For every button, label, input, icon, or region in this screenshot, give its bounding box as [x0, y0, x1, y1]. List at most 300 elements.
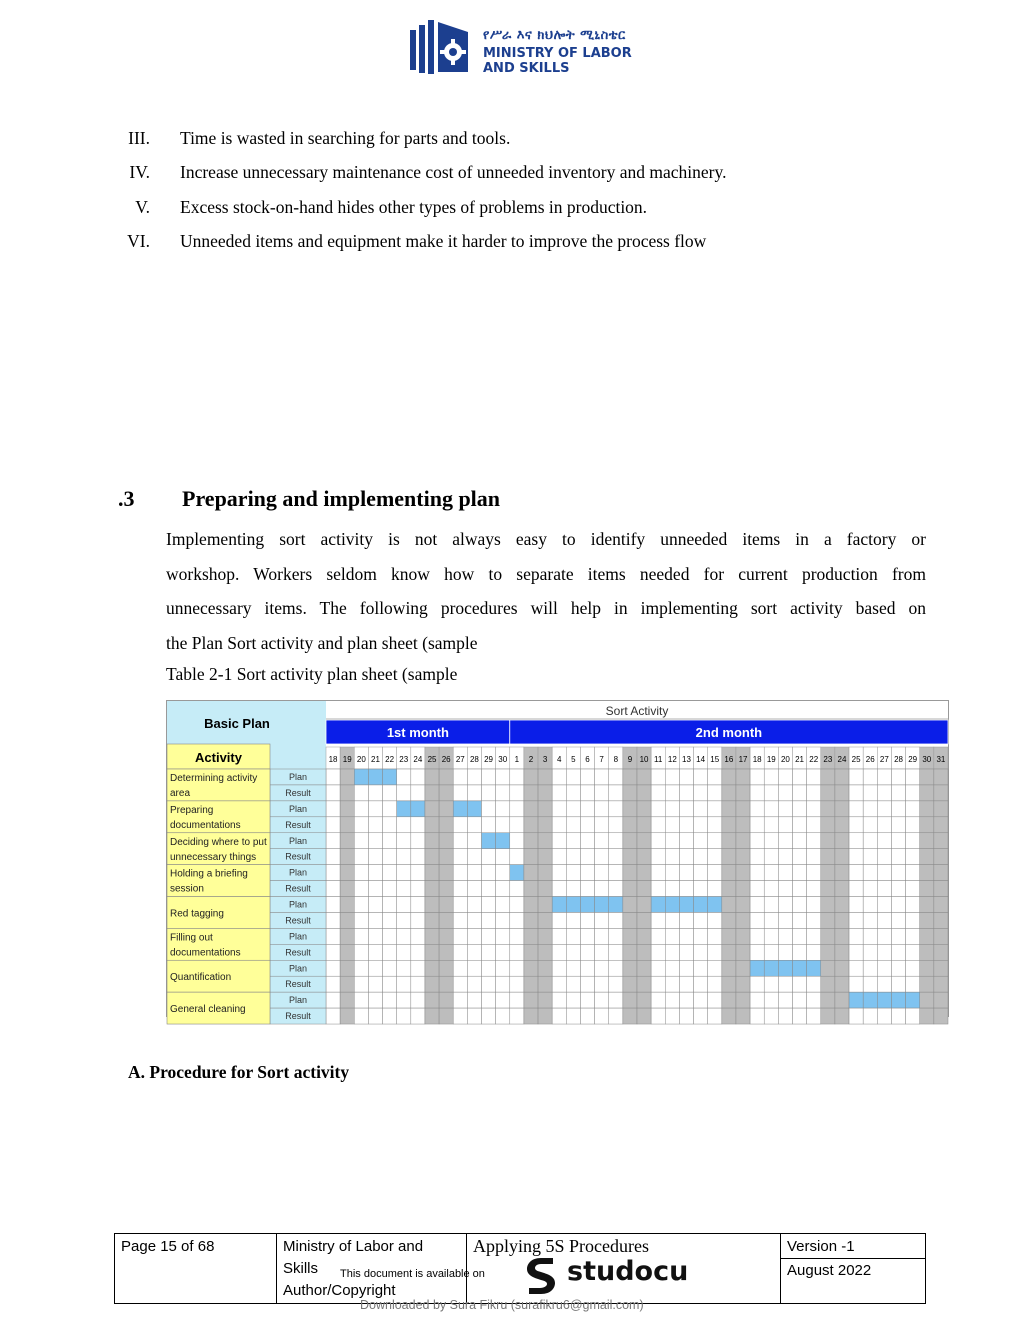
grid-cell [906, 912, 920, 928]
grid-cell [722, 849, 736, 865]
grid-cell [496, 928, 510, 944]
grid-cell [340, 833, 354, 849]
grid-cell [340, 928, 354, 944]
row-type-label: Result [285, 947, 311, 958]
grid-cell [595, 881, 609, 897]
day-label: 25 [851, 755, 861, 764]
grid-cell [708, 944, 722, 960]
grid-cell [750, 944, 764, 960]
grid-cell [552, 897, 566, 913]
grid-cell [708, 769, 722, 785]
grid-cell [665, 801, 679, 817]
grid-cell [368, 817, 382, 833]
grid-cell [835, 769, 849, 785]
grid-cell [538, 849, 552, 865]
grid-cell [821, 992, 835, 1008]
grid-cell [425, 833, 439, 849]
grid-cell [609, 881, 623, 897]
grid-cell [623, 992, 637, 1008]
grid-cell [637, 1008, 651, 1024]
grid-cell [750, 912, 764, 928]
grid-cell [425, 785, 439, 801]
grid-cell [849, 801, 863, 817]
grid-cell [510, 817, 524, 833]
grid-cell [496, 817, 510, 833]
grid-cell [340, 817, 354, 833]
grid-cell [778, 992, 792, 1008]
grid-cell [411, 833, 425, 849]
grid-cell [510, 912, 524, 928]
grid-cell [637, 897, 651, 913]
paragraph-line: unnecessary items. The following procedures will help in implementing sort activity based on [166, 598, 926, 618]
grid-cell [609, 992, 623, 1008]
grid-cell [920, 769, 934, 785]
grid-cell [835, 801, 849, 817]
grid-cell [609, 849, 623, 865]
grid-cell [877, 944, 891, 960]
grid-cell [835, 976, 849, 992]
grid-cell [397, 865, 411, 881]
grid-cell [750, 881, 764, 897]
grid-cell [411, 865, 425, 881]
grid-cell [326, 849, 340, 865]
grid-cell [368, 785, 382, 801]
grid-cell [411, 944, 425, 960]
grid-cell [934, 865, 948, 881]
grid-cell [439, 849, 453, 865]
grid-cell [708, 881, 722, 897]
grid-cell [595, 992, 609, 1008]
grid-cell [496, 785, 510, 801]
grid-cell [920, 817, 934, 833]
grid-cell [821, 801, 835, 817]
day-label: 14 [696, 755, 706, 764]
grid-cell [694, 769, 708, 785]
grid-cell [920, 976, 934, 992]
grid-cell [580, 817, 594, 833]
grid-cell [637, 992, 651, 1008]
day-label: 18 [752, 755, 762, 764]
grid-cell [906, 928, 920, 944]
grid-cell [482, 928, 496, 944]
grid-cell [863, 912, 877, 928]
grid-cell [793, 897, 807, 913]
grid-cell [665, 817, 679, 833]
grid-cell [496, 833, 510, 849]
grid-cell [722, 817, 736, 833]
grid-cell [566, 881, 580, 897]
grid-cell [383, 769, 397, 785]
grid-cell [354, 897, 368, 913]
grid-cell [764, 992, 778, 1008]
grid-cell [793, 865, 807, 881]
grid-cell [326, 992, 340, 1008]
grid-cell [482, 1008, 496, 1024]
grid-cell [623, 769, 637, 785]
logo-line-2: AND SKILLS [483, 61, 570, 76]
day-label: 3 [542, 755, 548, 764]
grid-cell [368, 1008, 382, 1024]
grid-cell [368, 928, 382, 944]
grid-cell [764, 976, 778, 992]
day-label: 7 [599, 755, 604, 764]
grid-cell [793, 833, 807, 849]
grid-cell [510, 928, 524, 944]
grid-cell [807, 801, 821, 817]
document-title: Applying 5S Procedures [473, 1236, 649, 1256]
grid-cell [623, 865, 637, 881]
grid-cell [425, 912, 439, 928]
grid-cell [453, 817, 467, 833]
grid-cell [411, 769, 425, 785]
day-label: 19 [766, 755, 776, 764]
grid-cell [637, 817, 651, 833]
grid-cell [609, 817, 623, 833]
grid-cell [467, 881, 481, 897]
grid-cell [623, 897, 637, 913]
grid-cell [354, 912, 368, 928]
day-label: 19 [342, 755, 352, 764]
grid-cell [694, 928, 708, 944]
grid-cell [665, 865, 679, 881]
grid-cell [453, 960, 467, 976]
grid-cell [354, 944, 368, 960]
grid-cell [637, 960, 651, 976]
grid-cell [877, 769, 891, 785]
grid-cell [665, 944, 679, 960]
grid-cell [566, 849, 580, 865]
grid-cell [326, 960, 340, 976]
activity-name: documentations [170, 947, 241, 959]
grid-cell [736, 849, 750, 865]
grid-cell [566, 897, 580, 913]
grid-cell [524, 944, 538, 960]
row-type-label: Result [285, 883, 311, 894]
grid-cell [425, 865, 439, 881]
grid-cell [877, 865, 891, 881]
grid-cell [453, 928, 467, 944]
grid-cell [934, 912, 948, 928]
page-number: Page 15 of 68 [121, 1238, 215, 1255]
grid-cell [891, 801, 905, 817]
paragraph-line: Implementing sort activity is not always easy to identify unneeded items in a factory or [166, 529, 926, 549]
grid-cell [679, 897, 693, 913]
grid-cell [453, 912, 467, 928]
grid-cell [793, 944, 807, 960]
grid-cell [906, 976, 920, 992]
day-label: 24 [413, 755, 423, 764]
grid-cell [694, 1008, 708, 1024]
studocu-brand: studocu [567, 1256, 689, 1287]
row-type-label: Result [285, 787, 311, 798]
grid-cell [793, 769, 807, 785]
day-label: 25 [427, 755, 437, 764]
grid-cell [934, 992, 948, 1008]
grid-cell [397, 881, 411, 897]
grid-cell [863, 944, 877, 960]
grid-cell [891, 992, 905, 1008]
grid-cell [482, 865, 496, 881]
grid-cell [665, 1008, 679, 1024]
grid-cell [906, 960, 920, 976]
grid-cell [665, 785, 679, 801]
grid-cell [807, 769, 821, 785]
grid-cell [764, 944, 778, 960]
grid-cell [934, 833, 948, 849]
grid-cell [354, 801, 368, 817]
grid-cell [580, 785, 594, 801]
row-type-label: Plan [288, 963, 308, 974]
grid-cell [552, 944, 566, 960]
grid-cell [807, 833, 821, 849]
grid-cell [439, 865, 453, 881]
grid-cell [877, 912, 891, 928]
grid-cell [425, 1008, 439, 1024]
grid-cell [679, 833, 693, 849]
day-label: 11 [654, 755, 663, 764]
grid-cell [694, 785, 708, 801]
grid-cell [750, 833, 764, 849]
grid-cell [496, 801, 510, 817]
grid-cell [538, 817, 552, 833]
list-text: Excess stock-on-hand hides other types of problems in production. [180, 197, 648, 217]
grid-cell [835, 944, 849, 960]
grid-cell [524, 976, 538, 992]
grid-cell [920, 1008, 934, 1024]
grid-cell [863, 801, 877, 817]
grid-cell [891, 817, 905, 833]
paragraph-line: the Plan Sort activity and plan sheet (sample [166, 632, 478, 653]
grid-cell [891, 769, 905, 785]
grid-cell [637, 849, 651, 865]
grid-cell [863, 992, 877, 1008]
grid-cell [736, 976, 750, 992]
grid-cell [708, 912, 722, 928]
list-text: Unneeded items and equipment make it harder to improve the process flow [180, 231, 707, 251]
grid-cell [679, 769, 693, 785]
grid-cell [708, 976, 722, 992]
grid-cell [609, 1008, 623, 1024]
grid-cell [778, 817, 792, 833]
grid-cell [510, 833, 524, 849]
grid-cell [326, 785, 340, 801]
grid-cell [397, 849, 411, 865]
grid-cell [849, 865, 863, 881]
grid-cell [708, 897, 722, 913]
day-label: 30 [922, 755, 932, 764]
grid-cell [623, 928, 637, 944]
grid-cell [623, 785, 637, 801]
grid-cell [340, 944, 354, 960]
grid-cell [354, 928, 368, 944]
list-number: VI. [127, 231, 150, 251]
grid-cell [906, 1008, 920, 1024]
grid-cell [665, 769, 679, 785]
list-text: Time is wasted in searching for parts and tools. [180, 128, 511, 148]
grid-cell [863, 785, 877, 801]
grid-cell [835, 849, 849, 865]
grid-cell [538, 833, 552, 849]
grid-cell [920, 944, 934, 960]
day-label: 28 [469, 755, 479, 764]
grid-cell [835, 897, 849, 913]
grid-cell [623, 833, 637, 849]
grid-cell [750, 769, 764, 785]
grid-cell [411, 897, 425, 913]
grid-cell [411, 785, 425, 801]
grid-cell [467, 801, 481, 817]
grid-cell [637, 976, 651, 992]
day-label: 23 [399, 755, 409, 764]
grid-cell [397, 897, 411, 913]
grid-cell [877, 928, 891, 944]
grid-cell [566, 769, 580, 785]
grid-cell [552, 833, 566, 849]
grid-cell [467, 992, 481, 1008]
grid-cell [368, 912, 382, 928]
grid-cell [510, 1008, 524, 1024]
grid-cell [764, 817, 778, 833]
grid-cell [595, 960, 609, 976]
grid-cell [397, 785, 411, 801]
grid-cell [340, 849, 354, 865]
grid-cell [764, 769, 778, 785]
grid-cell [538, 801, 552, 817]
org-line-2: Skills [283, 1260, 319, 1277]
grid-cell [326, 944, 340, 960]
grid-cell [665, 849, 679, 865]
grid-cell [807, 849, 821, 865]
grid-cell [552, 769, 566, 785]
grid-cell [538, 769, 552, 785]
grid-cell [467, 976, 481, 992]
grid-cell [778, 785, 792, 801]
grid-cell [425, 928, 439, 944]
grid-cell [623, 976, 637, 992]
grid-cell [383, 976, 397, 992]
day-label: 6 [585, 755, 590, 764]
grid-cell [807, 992, 821, 1008]
grid-cell [863, 817, 877, 833]
grid-cell [863, 976, 877, 992]
grid-cell [580, 960, 594, 976]
grid-cell [397, 960, 411, 976]
grid-cell [651, 881, 665, 897]
grid-cell [552, 785, 566, 801]
grid-cell [906, 785, 920, 801]
grid-cell [538, 881, 552, 897]
grid-cell [623, 849, 637, 865]
grid-cell [891, 944, 905, 960]
grid-cell [920, 833, 934, 849]
section-number: .3 [118, 486, 135, 511]
grid-cell [750, 992, 764, 1008]
grid-cell [679, 1008, 693, 1024]
grid-cell [467, 960, 481, 976]
grid-cell [679, 928, 693, 944]
grid-cell [538, 785, 552, 801]
grid-cell [340, 865, 354, 881]
grid-cell [467, 833, 481, 849]
grid-cell [425, 849, 439, 865]
grid-cell [595, 833, 609, 849]
grid-cell [453, 785, 467, 801]
grid-cell [764, 865, 778, 881]
grid-cell [467, 769, 481, 785]
grid-cell [863, 1008, 877, 1024]
day-label: 30 [498, 755, 508, 764]
grid-cell [708, 992, 722, 1008]
grid-cell [807, 785, 821, 801]
row-type-label: Result [285, 851, 311, 862]
grid-cell [764, 833, 778, 849]
day-label: 22 [385, 755, 395, 764]
grid-cell [835, 1008, 849, 1024]
grid-cell [566, 912, 580, 928]
grid-cell [467, 912, 481, 928]
grid-cell [793, 992, 807, 1008]
grid-cell [425, 801, 439, 817]
studocu-logo[interactable] [523, 1254, 689, 1296]
grid-cell [651, 897, 665, 913]
grid-cell [609, 833, 623, 849]
grid-cell [849, 960, 863, 976]
grid-cell [482, 960, 496, 976]
grid-cell [425, 881, 439, 897]
grid-cell [637, 881, 651, 897]
grid-cell [411, 928, 425, 944]
grid-cell [453, 849, 467, 865]
grid-cell [368, 960, 382, 976]
grid-cell [694, 817, 708, 833]
grid-cell [807, 1008, 821, 1024]
grid-cell [637, 785, 651, 801]
grid-cell [906, 769, 920, 785]
grid-cell [694, 833, 708, 849]
table-caption: Table 2-1 Sort activity plan sheet (sample [166, 664, 458, 684]
grid-cell [609, 912, 623, 928]
grid-cell [397, 912, 411, 928]
grid-cell [524, 865, 538, 881]
grid-cell [665, 912, 679, 928]
day-label: 28 [894, 755, 903, 764]
grid-cell [496, 976, 510, 992]
grid-cell [778, 881, 792, 897]
day-label: 16 [724, 755, 734, 764]
row-type-label: Result [285, 979, 311, 990]
grid-cell [877, 817, 891, 833]
grid-cell [736, 992, 750, 1008]
grid-cell [524, 833, 538, 849]
grid-cell [482, 944, 496, 960]
grid-cell [496, 960, 510, 976]
month-label: 2nd month [695, 725, 763, 740]
grid-cell [609, 801, 623, 817]
grid-cell [524, 881, 538, 897]
grid-cell [694, 849, 708, 865]
grid-cell [835, 928, 849, 944]
grid-cell [609, 976, 623, 992]
grid-cell [877, 801, 891, 817]
grid-cell [934, 785, 948, 801]
grid-cell [368, 881, 382, 897]
grid-cell [580, 881, 594, 897]
day-label: 12 [667, 755, 677, 764]
row-type-label: Plan [288, 899, 308, 910]
grid-cell [679, 817, 693, 833]
grid-cell [778, 865, 792, 881]
grid-cell [736, 881, 750, 897]
